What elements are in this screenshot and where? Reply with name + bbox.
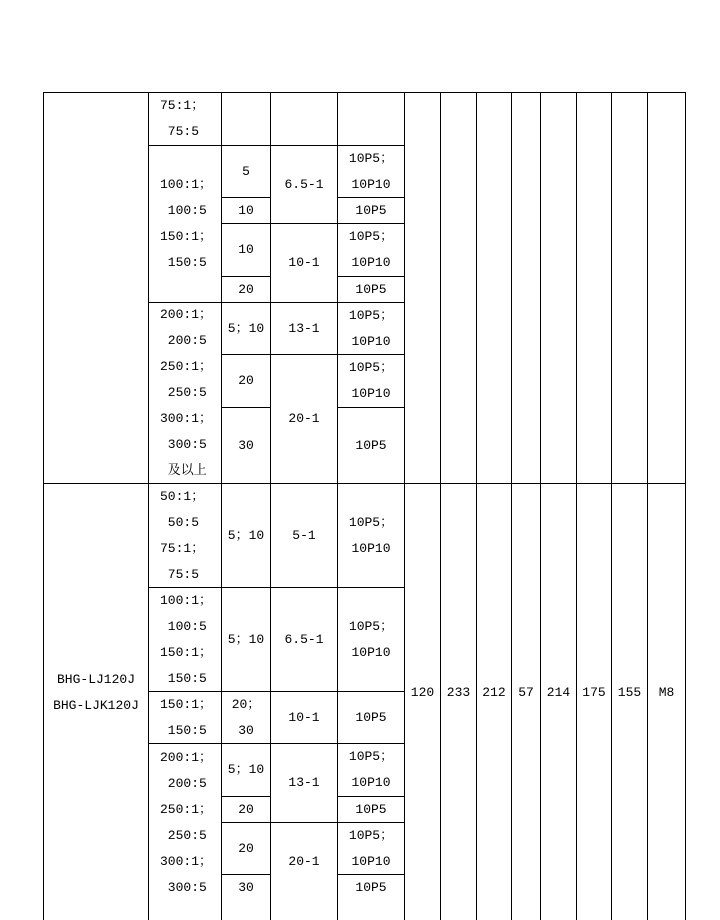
cell-text: 10P5； <box>348 360 394 375</box>
cell-text: 150:5 <box>160 670 207 686</box>
cell-text: BHG-LJK120J <box>53 697 139 713</box>
cell-text: 214 <box>546 684 571 700</box>
cell-text: 150:1； <box>160 696 213 712</box>
capacity-cell <box>221 691 271 744</box>
capacity-cell <box>221 145 271 198</box>
factor-cell <box>270 223 338 303</box>
cell-text: 200:1； <box>160 750 213 765</box>
cell-text: 10P5 <box>355 437 387 453</box>
cell-text: 13-1 <box>288 775 320 790</box>
dim-cell <box>576 483 612 920</box>
factor-cell <box>270 822 338 920</box>
dim-cell <box>540 92 577 484</box>
cell-text: 150:5 <box>160 255 207 270</box>
dim-cell <box>404 483 441 920</box>
dim-cell <box>476 92 512 484</box>
dim-cell <box>647 483 686 920</box>
cell-text: 300:1； <box>160 411 213 426</box>
cell-text: 175 <box>582 684 606 700</box>
ratio-cell <box>148 743 222 920</box>
ratio-cell <box>148 302 222 484</box>
cell-text: 150:1； <box>160 229 213 244</box>
cell-text: 30 <box>238 722 254 738</box>
factor-cell <box>270 145 338 224</box>
cell-text: 250:1； <box>160 802 213 817</box>
cell-text: 100:5 <box>160 618 207 634</box>
class-cell <box>337 743 405 797</box>
class-cell <box>337 587 405 692</box>
factor-cell <box>270 354 338 484</box>
factor-cell <box>270 483 338 588</box>
cell-text: 5；10 <box>227 762 265 777</box>
cell-text: 75:1； <box>160 98 205 113</box>
cell-text: 5；10 <box>227 631 265 647</box>
dim-cell <box>511 92 541 484</box>
cell-text: 13-1 <box>288 320 320 336</box>
cell-text: 5 <box>242 163 250 179</box>
cell-text: 50:5 <box>160 514 200 530</box>
class-cell <box>337 354 405 408</box>
ratio-cell <box>148 483 222 588</box>
cell-text: 10P5 <box>355 801 387 817</box>
factor-cell <box>270 302 338 355</box>
cell-text: 30 <box>238 880 254 895</box>
class-cell <box>337 822 405 875</box>
class-cell <box>337 407 405 484</box>
class-cell <box>337 145 405 198</box>
cell-text: 10P5 <box>355 281 387 297</box>
model-cell <box>43 483 149 920</box>
cell-text: 10P5； <box>348 749 394 764</box>
ratio-cell <box>148 145 222 303</box>
cell-text: 5；10 <box>227 527 265 543</box>
cell-text: 6.5-1 <box>284 631 324 647</box>
dim-cell <box>440 483 477 920</box>
dim-cell <box>611 483 648 920</box>
cell-text: 10P5； <box>348 150 394 166</box>
cell-text: 250:1； <box>160 359 213 374</box>
cell-text: 233 <box>446 684 471 700</box>
cell-text: 10P5； <box>348 514 394 530</box>
cell-text: 250:5 <box>160 385 207 400</box>
dim-cell <box>511 483 541 920</box>
class-cell <box>337 92 405 146</box>
capacity-cell <box>221 354 271 408</box>
cell-text: 10P10 <box>351 540 391 556</box>
cell-text: 150:1； <box>160 644 213 660</box>
cell-text: 及以上 <box>160 463 207 478</box>
cell-text: 20 <box>238 373 254 388</box>
cell-text: 300:1； <box>160 854 213 869</box>
factor-cell <box>270 587 338 692</box>
dim-cell <box>647 92 686 484</box>
capacity-cell <box>221 587 271 692</box>
capacity-cell <box>221 197 271 224</box>
cell-text: 10P5； <box>348 307 394 323</box>
cell-text: 6.5-1 <box>284 176 324 192</box>
capacity-cell <box>221 407 271 484</box>
cell-text: 200:5 <box>160 333 207 348</box>
factor-cell <box>270 743 338 823</box>
cell-text: 250:5 <box>160 828 207 843</box>
cell-text: 10P10 <box>351 386 391 401</box>
cell-text: 50:1； <box>160 488 205 504</box>
model-cell <box>43 92 149 484</box>
factor-cell <box>270 92 338 146</box>
dim-cell <box>476 483 512 920</box>
dim-cell <box>404 92 441 484</box>
cell-text: 20 <box>238 801 254 817</box>
class-cell <box>337 302 405 355</box>
ratio-cell <box>148 587 222 692</box>
cell-text: 5；10 <box>227 320 265 336</box>
cell-text: 75:1； <box>160 540 205 556</box>
cell-text: 10 <box>238 202 254 218</box>
cell-text: 57 <box>518 684 534 700</box>
cell-text: 10P5 <box>355 202 387 218</box>
cell-text: 10P5 <box>355 709 387 725</box>
capacity-cell <box>221 822 271 875</box>
class-cell <box>337 691 405 744</box>
dim-cell <box>540 483 577 920</box>
class-cell <box>337 796 405 823</box>
cell-text: 200:1； <box>160 307 213 322</box>
cell-text: 300:5 <box>160 880 207 895</box>
cell-text: 10 <box>238 242 254 257</box>
cell-text: M8 <box>658 684 675 700</box>
cell-text: 212 <box>482 684 506 700</box>
capacity-cell <box>221 743 271 797</box>
cell-text: 10P10 <box>351 853 391 869</box>
capacity-cell <box>221 796 271 823</box>
class-cell <box>337 223 405 277</box>
cell-text: 120 <box>410 684 435 700</box>
cell-text: 100:5 <box>160 203 207 218</box>
capacity-cell <box>221 874 271 920</box>
cell-text: 10P10 <box>351 644 391 660</box>
class-cell <box>337 874 405 920</box>
dim-cell <box>440 92 477 484</box>
cell-text: 10P10 <box>351 176 391 192</box>
cell-text: 200:5 <box>160 776 207 791</box>
cell-text: 100:1； <box>160 177 213 192</box>
cell-text: 10P5 <box>355 880 387 895</box>
cell-text: 20-1 <box>288 411 320 426</box>
ratio-cell <box>148 691 222 744</box>
cell-text: 20 <box>238 281 254 297</box>
ratio-cell <box>148 92 222 146</box>
class-cell <box>337 483 405 588</box>
cell-text: 10P10 <box>351 775 391 790</box>
cell-text: 5-1 <box>292 527 316 543</box>
cell-text: 300:5 <box>160 437 207 452</box>
cell-text: 75:5 <box>160 124 200 139</box>
cell-text: 30 <box>238 437 254 453</box>
cell-text: 10P5； <box>348 827 394 843</box>
dim-cell <box>576 92 612 484</box>
cell-text: 10P5； <box>348 229 394 244</box>
cell-text: 10P10 <box>351 333 391 349</box>
cell-text: BHG-LJ120J <box>56 671 135 687</box>
cell-text: 20 <box>238 840 254 856</box>
cell-text: 20-1 <box>288 854 320 869</box>
cell-text: 150:5 <box>160 722 207 738</box>
class-cell <box>337 276 405 303</box>
accuracy-load-cell <box>221 92 271 146</box>
capacity-cell <box>221 302 271 355</box>
capacity-cell <box>221 223 271 277</box>
capacity-cell <box>221 276 271 303</box>
dim-cell <box>611 92 648 484</box>
cell-text: 10-1 <box>288 709 320 725</box>
cell-text: 10-1 <box>288 255 320 270</box>
capacity-cell <box>221 483 271 588</box>
cell-text: 155 <box>617 684 642 700</box>
class-cell <box>337 197 405 224</box>
cell-text: 100:1； <box>160 592 213 608</box>
cell-text: 75:5 <box>160 566 200 582</box>
cell-text: 20； <box>231 696 261 712</box>
cell-text: 10P10 <box>351 255 391 270</box>
cell-text: 10P5； <box>348 618 394 634</box>
factor-cell <box>270 691 338 744</box>
